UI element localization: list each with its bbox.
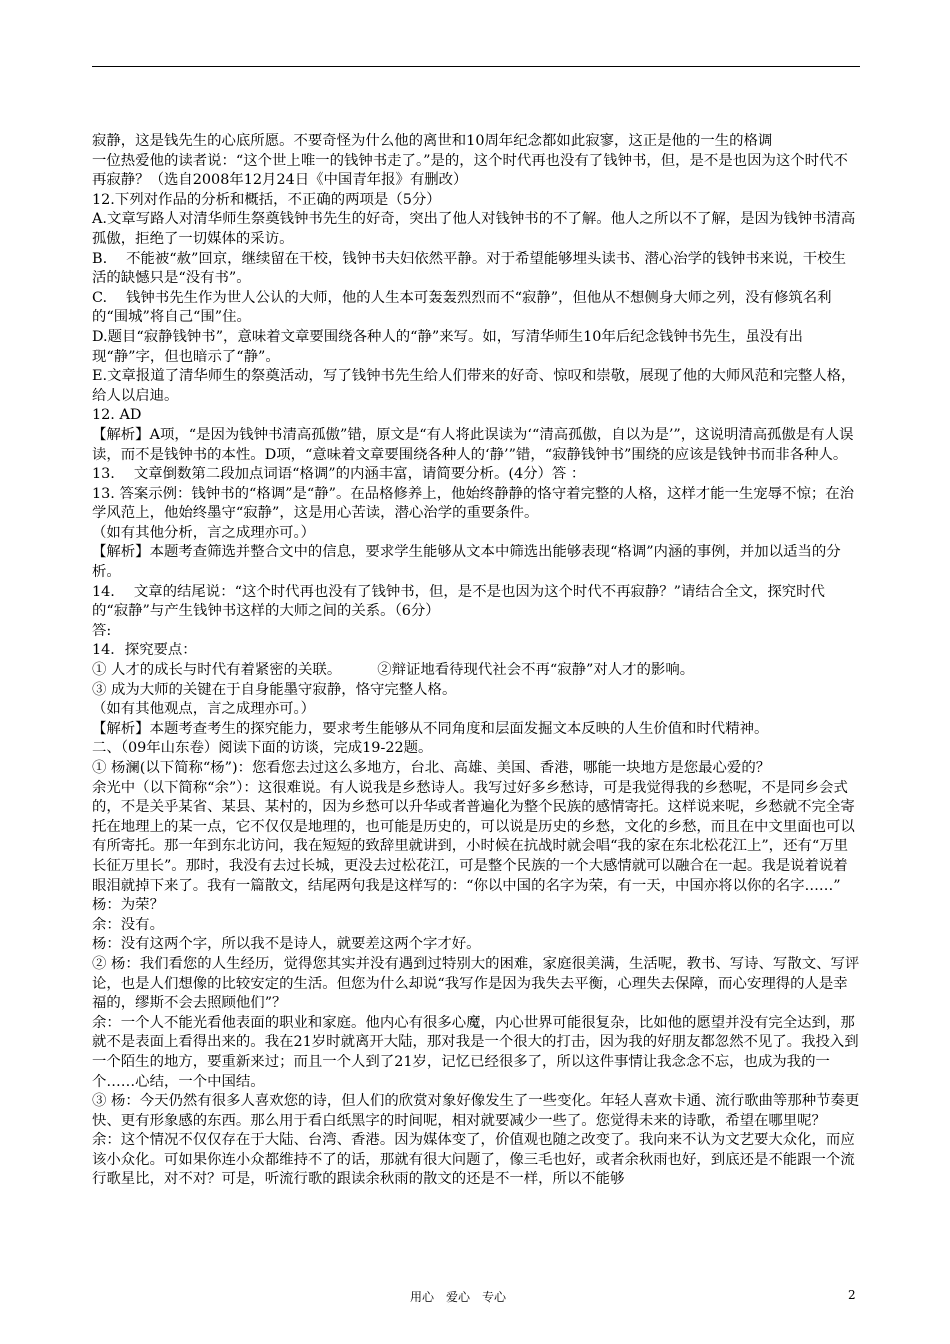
note-13: （如有其他分析，言之成理亦可。） xyxy=(92,524,316,541)
option-d: D.题目“寂静钱钟书”，意味着文章要围绕各种人的“静”来写。如，写清华师生10年后纪念钱钟书先生，虽没有出现“静”字，但也暗示了“静”。 xyxy=(92,328,803,365)
note-14: （如有其他观点，言之成理亦可。） xyxy=(92,701,316,718)
interview-paragraph: ③ 杨：今天仍然有很多人喜欢您的诗，但人们的欣赏对象好像发生了一些变化。年轻人喜欢卡通、流行歌曲等那种节奏更快、更有形象感的东西。那么用于看白纸黑字的时间呢，相对就要减少一些了。您觉得未来的诗歌，希望在哪里呢？ xyxy=(92,1093,860,1129)
answer-14-heading: 14．探究要点： xyxy=(92,642,197,659)
question-12: 12.下列对作品的分析和概括，不正确的两项是（5分） xyxy=(92,191,441,208)
answer-label: 答: xyxy=(92,622,112,639)
answer-12: 12. AD xyxy=(92,407,142,424)
analysis-12: 【解析】A项，“是因为钱钟书清高孤傲”错，原文是“有人将此误读为‘“清高孤傲，自以为是’”，这说明清高孤傲是有人误读，而不是钱钟书的本性。D项，“意味着文章要围绕各种人的‘静’”错，“寂静钱钟书”围绕的应该是钱钟书而非各种人。 xyxy=(92,426,854,463)
interview-paragraph: 余：这个情况不仅仅存在于大陆、台湾、香港。因为媒体变了，价值观也随之改变了。我向来不认为文艺要大众化，而应该小众化。可如果你连小众都维持不了的话，那就有很大问题了，像三毛也好，或者余秋雨也好，到底还是不能跟一个流行歌星比，对不对？可是，听流行歌的跟读余秋雨的散文的还是不一样，所以不能够 xyxy=(92,1132,855,1188)
interview-paragraph: ② 杨：我们看您的人生经历，觉得您其实并没有遇到过特别大的困难，家庭很美满，生活呢，教书、写诗、写散文、写评论，也是人们想像的比较安定的生活。但您为什么却说“我写作是因为我失去平衡，心理失去保障，而心安理得的人是幸福的，缪斯不会去照顾他们”？ xyxy=(92,955,860,1012)
option-e: E.文章报道了清华师生的祭奠活动，写了钱钟书先生给人们带来的好奇、惊叹和崇敬，展现了他的大师风范和完整人格，给人以启迪。 xyxy=(92,368,856,404)
document-body xyxy=(92,132,860,1190)
interview-paragraph: 余：一个人不能光看他表面的职业和家庭。他内心有很多心魔，内心世界可能很复杂，比如他的愿望并没有完全达到，那就不是表面上看得出来的。我在21岁时就离开大陆，那对我是一个很大的打击，因为我的好朋友都忽然不见了。我投入到一个陌生的地方，要重新来过；而且一个人到了21岁，记忆已经很多了，所以这件事情让我念念不忘，也成为我的一个……心结，一个中国结。 xyxy=(92,1014,859,1090)
section-heading: 二、（09年山东卷）阅读下面的访谈，完成19-22题。 xyxy=(92,740,433,757)
text-line: 寂静，这是钱先生的心底所愿。不要奇怪为什么他的离世和10周年纪念都如此寂寥，这正是他的一生的格调 xyxy=(92,133,773,149)
question-13: 13. 文章倒数第二段加点词语“格调”的内涵丰富，请简要分析。(4分）答 ： xyxy=(92,466,586,483)
question-14: 14. 文章的结尾说：“这个时代再也没有了钱钟书，但，是不是也因为这个时代不再寂静？”请结合全文，探究时代的“寂静”与产生钱钟书这样的大师之间的关系。（6分） xyxy=(92,583,825,620)
option-b: B. 不能被“赦”回京，继续留在干校，钱钟书夫妇依然平静。对于希望能够埋头读书、潜心治学的钱钟书来说，干校生活的缺憾只是“没有书”。 xyxy=(92,250,846,287)
interview-paragraph: 杨：为荣？ xyxy=(92,897,164,914)
option-a: A.文章写路人对清华师生祭奠钱钟书先生的好奇，突出了他人对钱钟书的不了解。他人之所以不了解，是因为钱钟书清高孤傲，拒绝了一切媒体的采访。 xyxy=(92,211,856,247)
answer-13: 13. 答案示例：钱钟书的“格调”是“静”。在品格修养上，他始终静静的恪守着完整的人格，这样才能一生宠辱不惊；在治学风范上，他始终墨守“寂静”，这是用心苦读，潜心治学的重要条件。 xyxy=(92,485,855,522)
text-line: 一位热爱他的读者说：“这个世上唯一的钱钟书走了。”是的，这个时代再也没有了钱钟书，但，是不是也因为这个时代不再寂静？（选自2008年12月24日《中国青年报》有删改） xyxy=(92,152,848,189)
answer-14-point: ③ 成为大师的关键在于自身能墨守寂静，恪守完整人格。 xyxy=(92,681,457,698)
page-number: 2 xyxy=(848,1288,856,1302)
analysis-13: 【解析】本题考查筛选并整合文中的信息，要求学生能够从文本中筛选出能够表现“格调”内涵的事例，并加以适当的分析。 xyxy=(92,544,841,581)
footer-motto: 用心 爱心 专心 xyxy=(410,1290,507,1304)
interview-paragraph: 杨：没有这两个字，所以我不是诗人，就要差这两个字才好。 xyxy=(92,936,481,953)
option-c: C. 钱钟书先生作为世人公认的大师，他的人生本可轰轰烈烈而不“寂静”，但他从不想侧身大师之列，没有修筑名利的“围城”将自己“围”住。 xyxy=(92,289,832,326)
interview-paragraph: 余光中（以下简称“余”）：这很难说。有人说我是乡愁诗人。我写过好多乡愁诗，可是我觉得我的乡愁呢，不是同乡会式的，不是关乎某省、某县、某村的，因为乡愁可以升华或者普遍化为整个民族的感情寄托。这样说来呢，乡愁就不完全寄托在地理上的某一点，它不仅仅是地理的，也可能是历史的，可以说是历史的乡愁，文化的乡愁，而且在中文里面也可以有所寄托。那一年到东北访问，我在短短的致辞里就讲到，小时候在抗战时就会唱“我的家在东北松花江上”，还有“万里长征万里长”。那时，我没有去过长城，更没去过松花江，可是整个民族的一个大感情就可以融合在一起。我是说着说着眼泪就掉下来了。我有一篇散文，结尾两句我是这样写的：“你以中国的名字为荣，有一天，中国亦将以你的名字……” xyxy=(92,779,855,894)
header-rule xyxy=(92,66,860,67)
analysis-14: 【解析】本题考查考生的探究能力，要求考生能够从不同角度和层面发掘文本反映的人生价值和时代精神。 xyxy=(92,720,769,737)
interview-paragraph: 余：没有。 xyxy=(92,916,164,933)
answer-14-point: ① 人才的成长与时代有着紧密的关联。 ②辩证地看待现代社会不再“寂静”对人才的影响。 xyxy=(92,662,695,679)
interview-paragraph: ① 杨澜(以下简称“杨”)：您看您去过这么多地方，台北、高雄、美国、香港，哪能一块地方是您最心爱的？ xyxy=(92,760,771,776)
